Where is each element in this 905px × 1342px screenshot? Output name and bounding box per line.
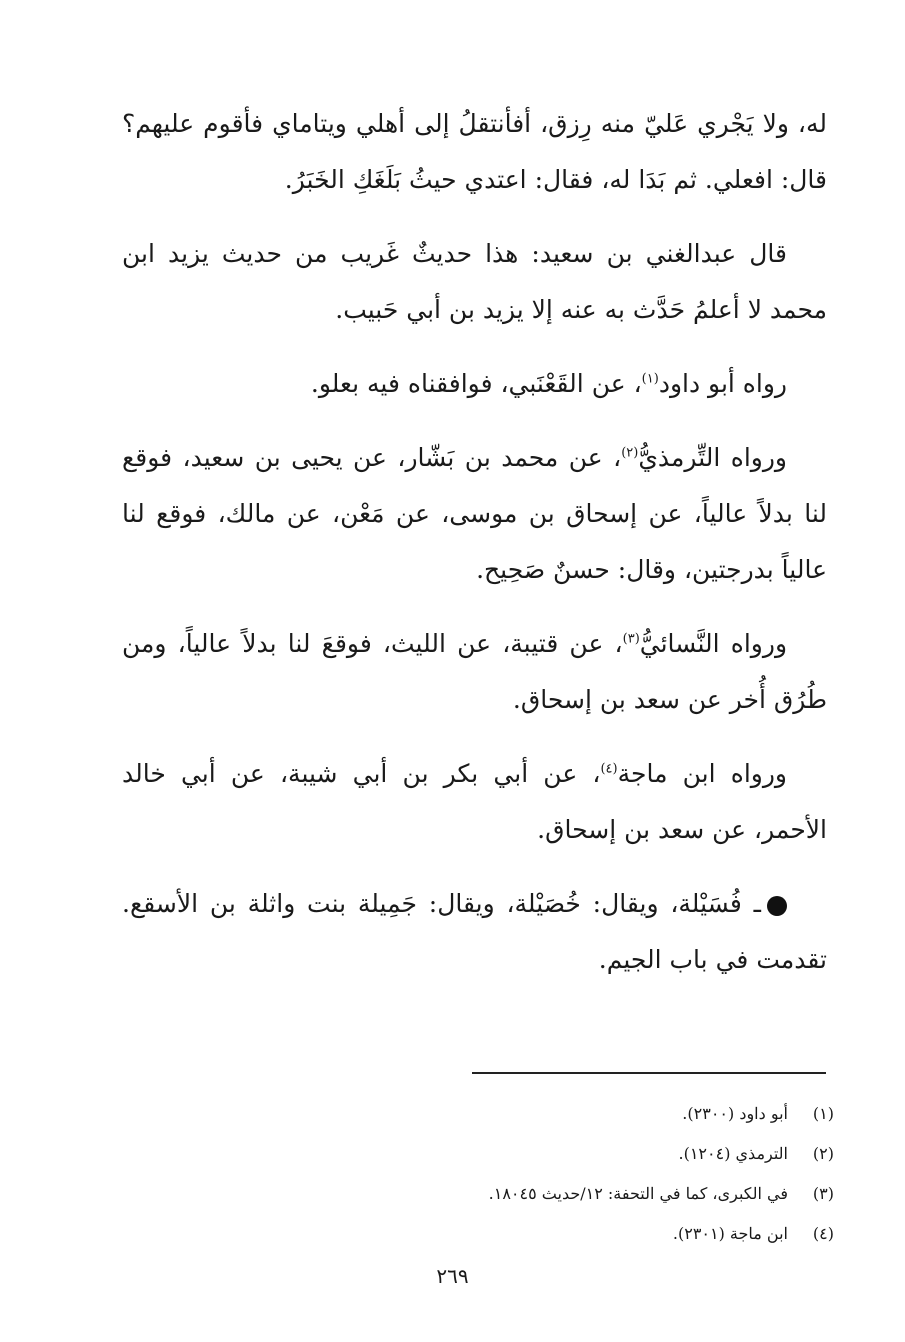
paragraph-ibn-majah-lead: ورواه ابن ماجة [617,759,787,788]
footnote-ref-3[interactable]: (٣) [622,631,640,647]
paragraph-continuation: له، ولا يَجْري عَليّ منه رِزق، أفأنتقلُ إلى أهلي ويتاماي فأقوم عليهم؟ قال: افعلي. ثم بَدَا له، فقال: اعتدي حيثُ بَلَغَكِ الخَبَرُ. [122,109,827,194]
paragraph-tirmidhi [122,430,827,598]
footnote-ref-1[interactable]: (١) [641,371,659,387]
main-text [122,96,827,1006]
paragraph-entry-fusayla [122,876,827,988]
footnote-4 [122,1214,834,1254]
paragraph-abu-dawud [122,356,827,412]
footnote-text: الترمذي (١٢٠٤). [678,1144,788,1163]
page-number: ٢٦٩ [436,1264,469,1288]
footnotes [122,1094,834,1254]
footnote-ref-2[interactable]: (٢) [621,445,639,461]
paragraph-abu-dawud-rest: ، عن القَعْنَبي، فوافقناه فيه بعلو. [310,369,642,398]
footnote-ref-4[interactable]: (٤) [600,761,618,777]
footnote-3 [122,1174,834,1214]
footnote-text: في الكبرى، كما في التحفة: ١٢/حديث ١٨٠٤٥. [488,1184,788,1203]
paragraph-nasai-lead: ورواه النَّسائيُّ [639,629,788,658]
footnote-text: ابن ماجة (٢٣٠١). [672,1224,788,1243]
footnote-number: (١) [812,1104,834,1123]
bullet-icon [767,896,787,916]
footnote-separator [472,1072,826,1074]
paragraph-tirmidhi-lead: ورواه التِّرمذيُّ [638,443,787,472]
paragraph-ibn-majah-rest: ، عن أبي بكر بن أبي شيبة، عن أبي خالد الأحمر، عن سعد بن إسحاق. [122,759,827,844]
footnote-2 [122,1134,834,1174]
paragraph-entry-fusayla-text: ـ فُسَيْلة، ويقال: خُصَيْلة، ويقال: جَمِيلة بنت واثلة بن الأسقع. تقدمت في باب الجيم. [122,889,827,974]
paragraph-ibn-majah [122,746,827,858]
paragraph-abdulghani: قال عبدالغني بن سعيد: هذا حديثٌ غَريب من حديث يزيد ابن محمد لا أعلمُ حَدَّث به عنه إلا يزيد بن أبي حَبيب. [122,239,827,324]
paragraph-abu-dawud-lead: رواه أبو داود [658,369,787,398]
footnote-number: (٣) [812,1184,834,1203]
paragraph-tirmidhi-rest: ، عن محمد بن بَشّار، عن يحيى بن سعيد، فوقع لنا بدلاً عالياً، عن إسحاق بن موسى، عن مَعْن، عن مالك، فوقع لنا عالياً بدرجتين، وقال: حسنٌ صَحِيح. [122,443,827,584]
footnote-number: (٤) [812,1224,834,1243]
footnote-number: (٢) [812,1144,834,1163]
paragraph-nasai-rest: ، عن قتيبة، عن الليث، فوقعَ لنا بدلاً عالياً، ومن طُرُق أُخر عن سعد بن إسحاق. [122,629,827,714]
paragraph-nasai [122,616,827,728]
footnote-1 [122,1094,834,1134]
footnote-text: أبو داود (٢٣٠٠). [682,1104,788,1123]
